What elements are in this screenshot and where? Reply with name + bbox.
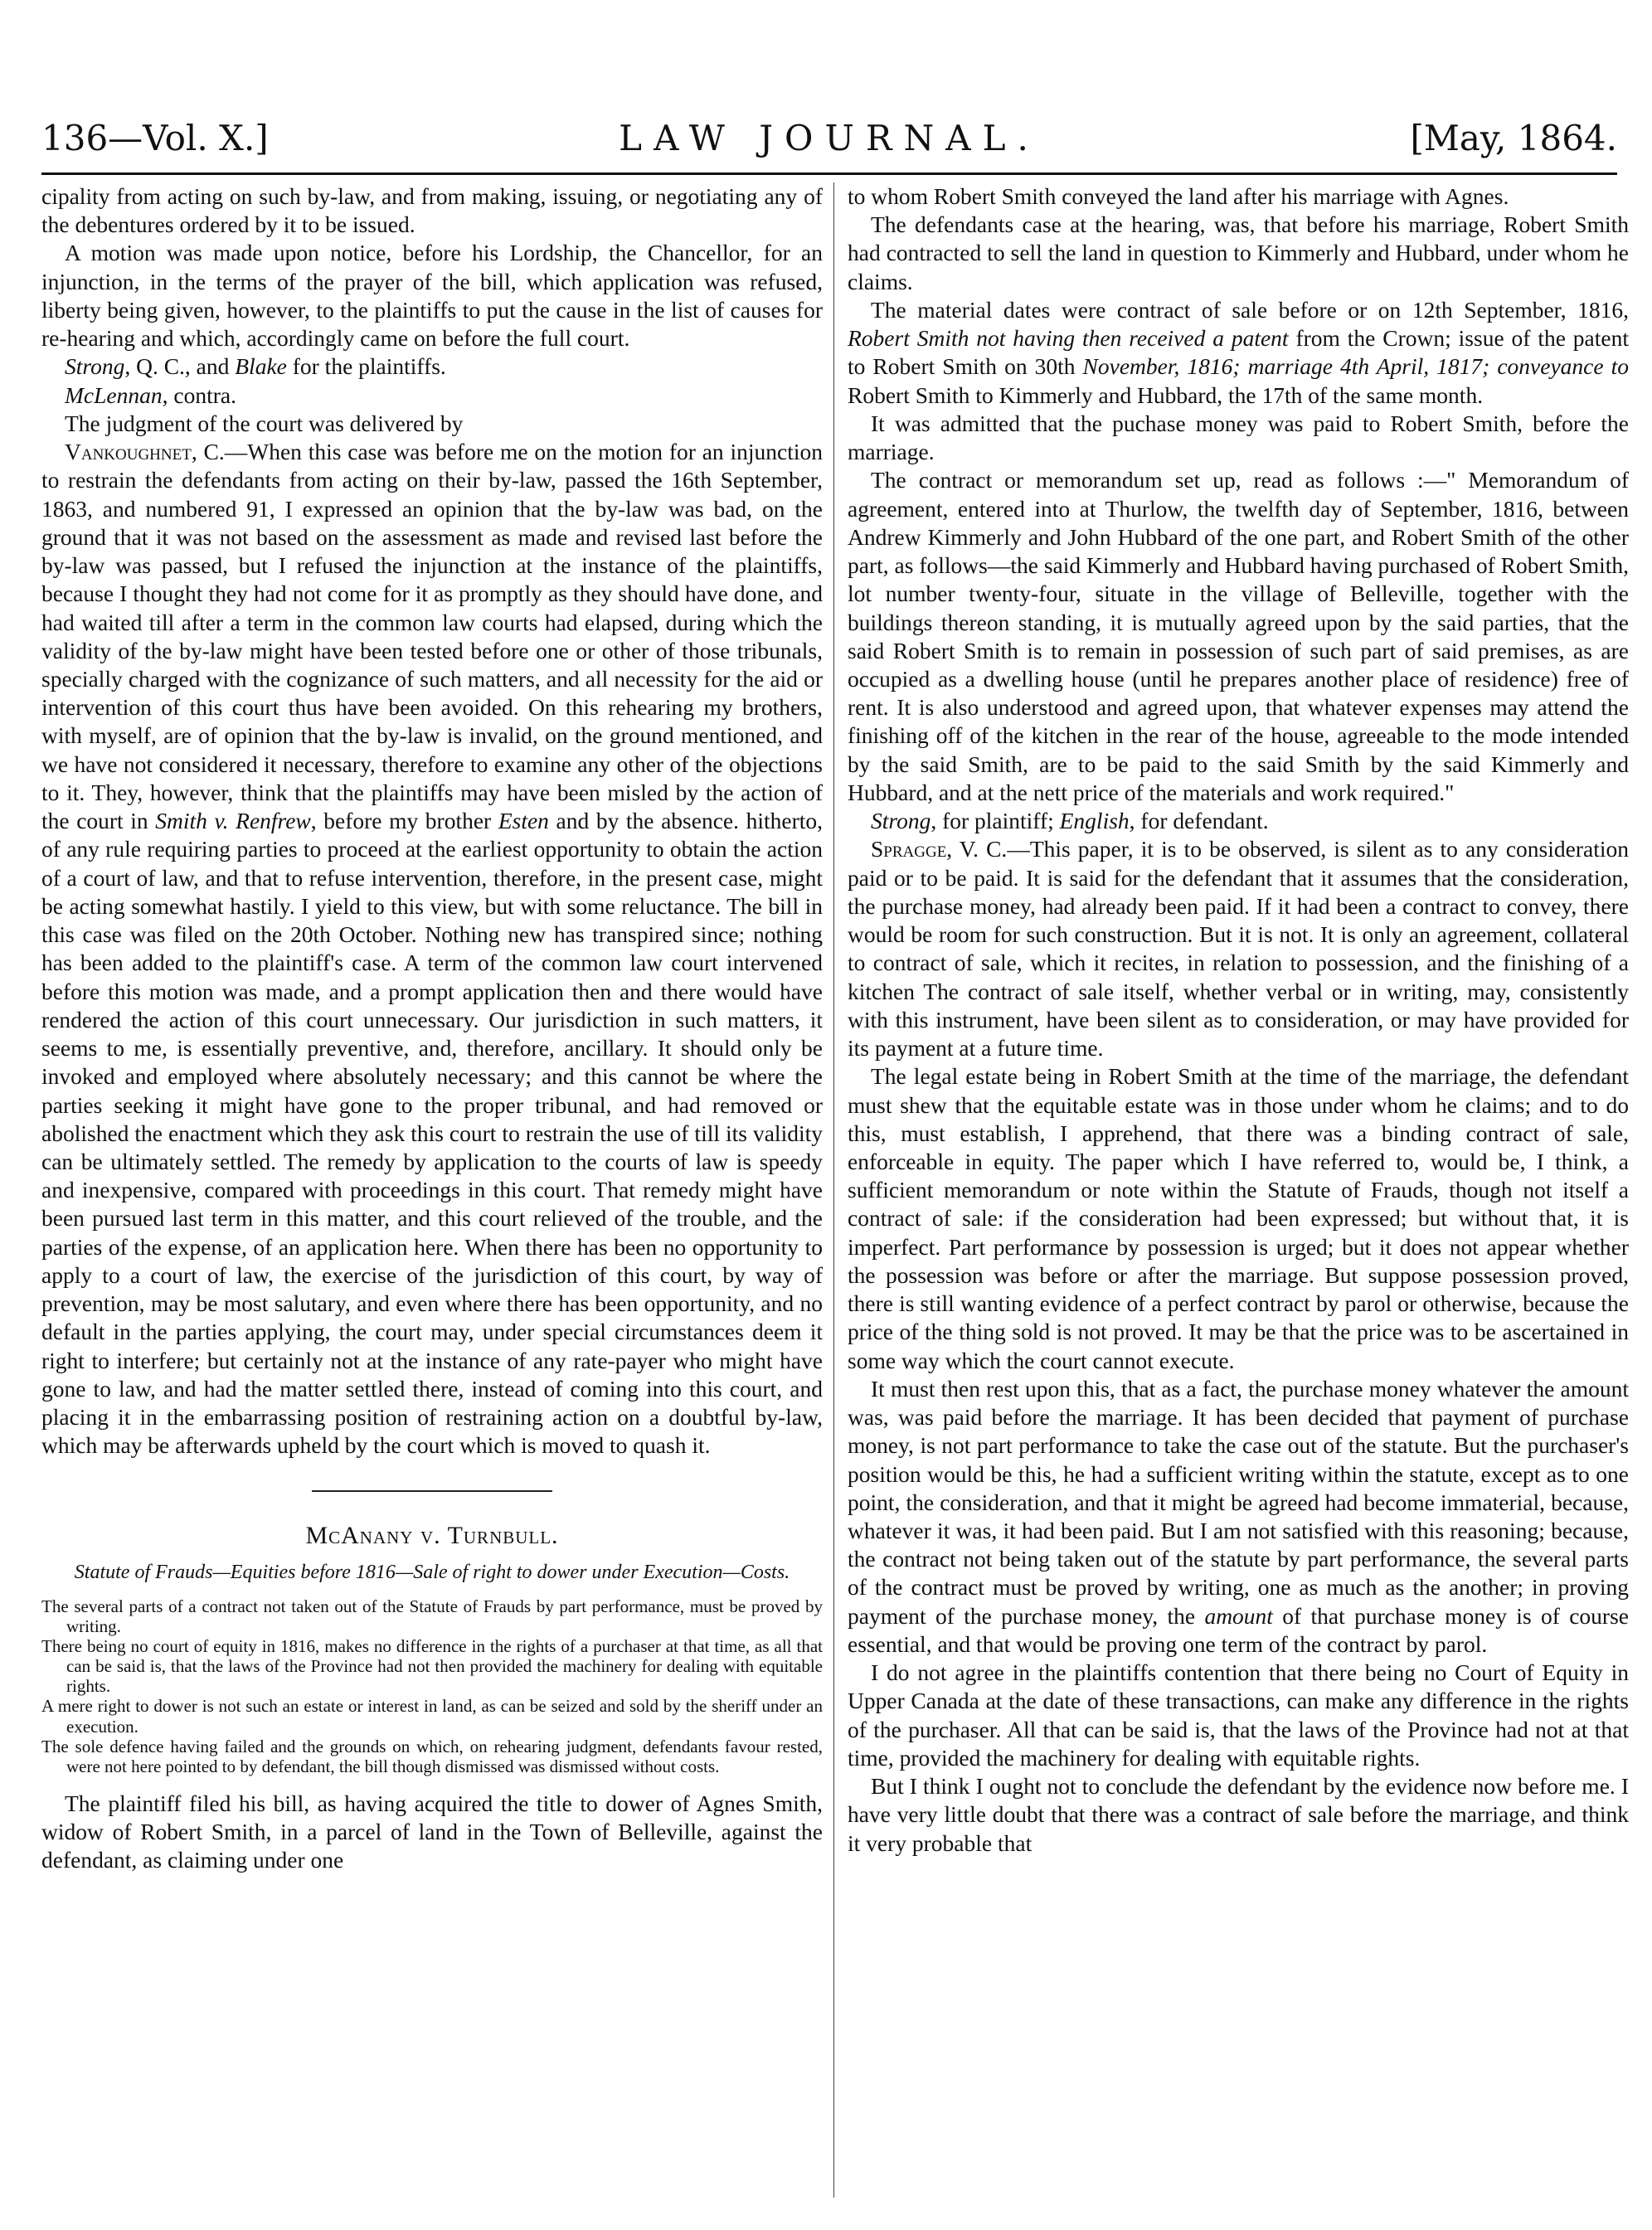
paragraph: It was admitted that the puchase money was paid to Robert Smith, before the marriage. <box>848 410 1629 465</box>
counsel-name: Strong <box>65 353 125 380</box>
counsel-text: , for plaintiff; <box>930 808 1060 834</box>
headnote: A mere right to dower is not such an estate or interest in land, as can be seized and sold by the sheriff under an execution. <box>41 1696 823 1737</box>
headnote: There being no court of equity in 1816, makes no difference in the rights of a purchaser at that time, as all that can be said is, that the laws of the Province had not then provided the machinery for dealing with equitable rights. <box>41 1635 823 1697</box>
judge-reference: Esten <box>498 808 549 834</box>
counsel-line <box>848 807 1629 835</box>
section-divider <box>312 1490 552 1492</box>
counsel-text: , for defendant. <box>1129 808 1269 834</box>
page-volume-label: 136—Vol. X.] <box>41 118 269 158</box>
counsel-line <box>41 381 823 410</box>
judgment-text: and by the absence. hitherto, of any rule requiring parties to proceed at the earliest opportunity to obtain the action of a court of law, and that to refuse intervention, therefore, in the present case, might be acting somewhat hastily. I yield to this view, but with some reluctance. The bill in this case was filed on the 20th October. Nothing new has transpired since; nothing has been added to the plaintiff's case. A term of the common law court intervened before this motion was made, and a prompt application then and there would have rendered the action of this court unnecessary. Our jurisdiction in such matters, it seems to me, is essentially preventive, and, therefore, ancillary. It should only be invoked and employed where absolutely necessary; and this cannot be where the parties seeking it might have gone to the proper tribunal, and had removed or abolished the enactment which they ask this court to restrain the use of till its validity can be ultimately settled. The remedy by application to the courts of law is speedy and inexpensive, compared with proceedings in this court. That remedy might have been pursued last term in this matter, and this court relieved of the trouble, and the parties of the expense, of an application here. When there has been no opportunity to apply to a court of law, the exercise of the jurisdiction of this court, by way of prevention, may be most salutary, and even where there has been opportunity, and no default in the parties applying, the court may, under special circumstances deem it right to interfere; but certainly not at the instance of any rate-payer who might have gone to law, and had the matter settled there, instead of coming into this court, and placing it in the embarrassing position of restraining action on a doubtful by-law, which may be afterwards upheld by the court which is moved to quash it. <box>41 808 823 1459</box>
journal-title: LAW JOURNAL. <box>619 118 1040 158</box>
paragraph-text: It must then rest upon this, that as a fact, the purchase money whatever the amount was, was paid before the marriage. It has been decided that payment of purchase money, is not part performance to take the case out of the statute. But the purchaser's position would be this, he had a sufficient writing within the statute, except as to one point, the consideration, and that it might be agreed had become immaterial, because, whatever it was, it had been paid. But I am not satisfied with this reasoning; because, the contract not being taken out of the statute by part performance, the several parts of the contract must be proved by writing, one as much as the another; in proving payment of the purchase money, the <box>848 1375 1629 1629</box>
right-column <box>848 182 1629 2198</box>
headnote: The several parts of a contract not taken out of the Statute of Frauds by part performance, must be proved by writing. <box>41 1596 823 1636</box>
paragraph <box>848 1375 1629 1659</box>
judge-name: Spragge, V. C. <box>871 836 1008 862</box>
running-header <box>41 108 1617 174</box>
paragraph: I do not agree in the plaintiffs contention that there being no Court of Equity in Upper Canada at the date of these transactions, can make any difference in the rights of the purchaser. All that can be said is, that the laws of the Province had not at that time, provided the machinery for dealing with equitable rights. <box>848 1659 1629 1771</box>
column-divider <box>833 182 834 2198</box>
paragraph: The defendants case at the hearing, was, that before his marriage, Robert Smith had contracted to sell the land in question to Kimmerly and Hubbard, under whom he claims. <box>848 211 1629 294</box>
judgment-paragraph <box>848 835 1629 1062</box>
dates-paragraph <box>848 296 1629 410</box>
counsel-name: English <box>1059 808 1130 834</box>
memorandum-paragraph: The contract or memorandum set up, read as follows :—" Memorandum of agreement, entered into at Thurlow, the twelfth day of September, 1816, between Andrew Kimmerly and John Hubbard of the one part, and Robert Smith of the other part, as follows—the said Kimmerly and Hubbard having purchased of Robert Smith, lot number twenty-four, situate in the village of Belleville, together with the buildings thereon standing, it is mutually agreed upon by the said parties, that the said Robert Smith is to remain in possession of such part of said premises, as are occupied as a dwelling house (until he prepares another place of residence) free of rent. It is also understood and agreed upon, that whatever expenses may attend the finishing off of the kitchen in the rear of the house, agreeable to the mode intended by the said Smith, are to be paid to the said Smith by the said Kimmerly and Hubbard, and at the nett price of the materials and work required." <box>848 467 1629 805</box>
counsel-name: Blake <box>235 353 287 380</box>
dates-emphasis: Robert Smith not having then received a patent <box>848 325 1289 352</box>
counsel-name: McLennan <box>65 381 163 408</box>
counsel-text: , Q. C., and <box>124 353 236 380</box>
judgment-text: —This paper, it is to be observed, is silent as to any consideration paid or to be paid. It is said for the defendant that it assumes that the consideration, the purchase money, had already been paid. If it had been a contract to convey, there would be room for such construction. But it is not. It is only an agreement, collateral to contract of sale, which it recites, in relation to possession, and the finishing of a kitchen The contract of sale itself, whether verbal or in writing, may, consistently with this instrument, have been silent as to consideration, or may have provided for its payment at a future time. <box>848 836 1629 1062</box>
emphasis-word: amount <box>1204 1602 1273 1629</box>
case-subject: Statute of Frauds—Equities before 1816—Sale of right to dower under Execution—Costs. <box>74 1561 790 1583</box>
counsel-line <box>41 352 823 381</box>
dates-text: from the Crown; issue of the patent to Robert Smith on 30th <box>848 325 1629 380</box>
paragraph: cipality from acting on such by-law, and from making, issuing, or negotiating any of the debentures ordered by it to be issued. <box>41 183 823 238</box>
header-rule <box>41 172 1617 175</box>
issue-date: [May, 1864. <box>1410 118 1617 158</box>
headnotes <box>41 1596 823 1776</box>
paragraph-text: of that purchase money is of course essential, and that would be proving one term of the contract by parol. <box>848 1602 1629 1657</box>
case-title: McAnany v. Turnbull. <box>305 1521 559 1549</box>
dates-emphasis: November, 1816; marriage 4th April, 1817; conveyance to <box>1082 353 1629 380</box>
paragraph: The legal estate being in Robert Smith at the time of the marriage, the defendant must shew that the equitable estate was in those under whom he claims; and to do this, must establish, I apprehend, that there was a binding contract of sale, enforceable in equity. The paper which I have referred to, would be, I think, a sufficient memorandum or note within the Statute of Frauds, though not itself a contract of sale: if the consideration had been expressed; but without that, it is imperfect. Part performance by possession is urged; but it does not appear whether the possession was before or after the marriage. But suppose possession proved, there is still wanting evidence of a perfect contract by parol or otherwise, because the price of the thing sold is not proved. It may be that the price was to be ascertained in some way which the court cannot execute. <box>848 1063 1629 1373</box>
journal-page <box>41 108 1629 2214</box>
judgment-paragraph <box>41 438 823 1460</box>
paragraph: But I think I ought not to conclude the defendant by the evidence now before me. I have very little doubt that there was a contract of sale before the marriage, and think it very probable that <box>848 1773 1629 1856</box>
paragraph: to whom Robert Smith conveyed the land after his marriage with Agnes. <box>848 183 1509 209</box>
judgment-text: —When this case was before me on the motion for an injunction to restrain the defendants from acting on their by-law, passed the 16th September, 1863, and numbered 91, I expressed an opinion that the by-law was bad, on the ground that it was not based on the assessment as made and revised last before the by-law was passed, but I refused the injunction at the instance of the plaintiffs, because I thought they had not come for it as promptly as they should have done, and had waited till after a term in the common law courts had elapsed, during which the validity of the by-law might have been tested before one or other of those tribunals, specially charged with the cognizance of such matters, and all necessity for the aid or intervention of this court thus have been avoided. On this rehearing my brothers, with myself, are of opinion that the by-law is invalid, on the ground mentioned, and we have not considered it necessary, therefore to examine any other of the objections to it. They, however, think that the plaintiffs may have been misled by the action of the court in <box>41 439 823 834</box>
paragraph: The plaintiff filed his bill, as having acquired the title to dower of Agnes Smith, widow of Robert Smith, in a parcel of land in the Town of Belleville, against the defendant, as claiming under one <box>41 1790 823 1873</box>
case-citation: Smith v. Renfrew <box>155 808 311 834</box>
left-column <box>41 182 823 2198</box>
paragraph: A motion was made upon notice, before his Lordship, the Chancellor, for an injunction, in the terms of the prayer of the bill, which application was refused, liberty being given, however, to the plaintiffs to put the cause in the list of causes for re-hearing and which, accordingly came on before the full court. <box>41 240 823 352</box>
judgment-text: , before my brother <box>310 808 498 834</box>
headnote: The sole defence having failed and the grounds on which, on rehearing judgment, defendants favour rested, were not here pointed to by defendant, the bill though dismissed was dismissed without costs. <box>41 1736 823 1776</box>
dates-text: Robert Smith to Kimmerly and Hubbard, the 17th of the same month. <box>848 381 1484 408</box>
counsel-text: for the plaintiffs. <box>286 353 446 380</box>
counsel-name: Strong <box>871 808 931 834</box>
dates-text: The material dates were contract of sale before or on 12th September, 1816, <box>871 296 1629 323</box>
judge-name: Vankoughnet, C. <box>65 439 225 465</box>
paragraph: The judgment of the court was delivered by <box>65 410 464 436</box>
counsel-text: , contra. <box>162 381 236 408</box>
